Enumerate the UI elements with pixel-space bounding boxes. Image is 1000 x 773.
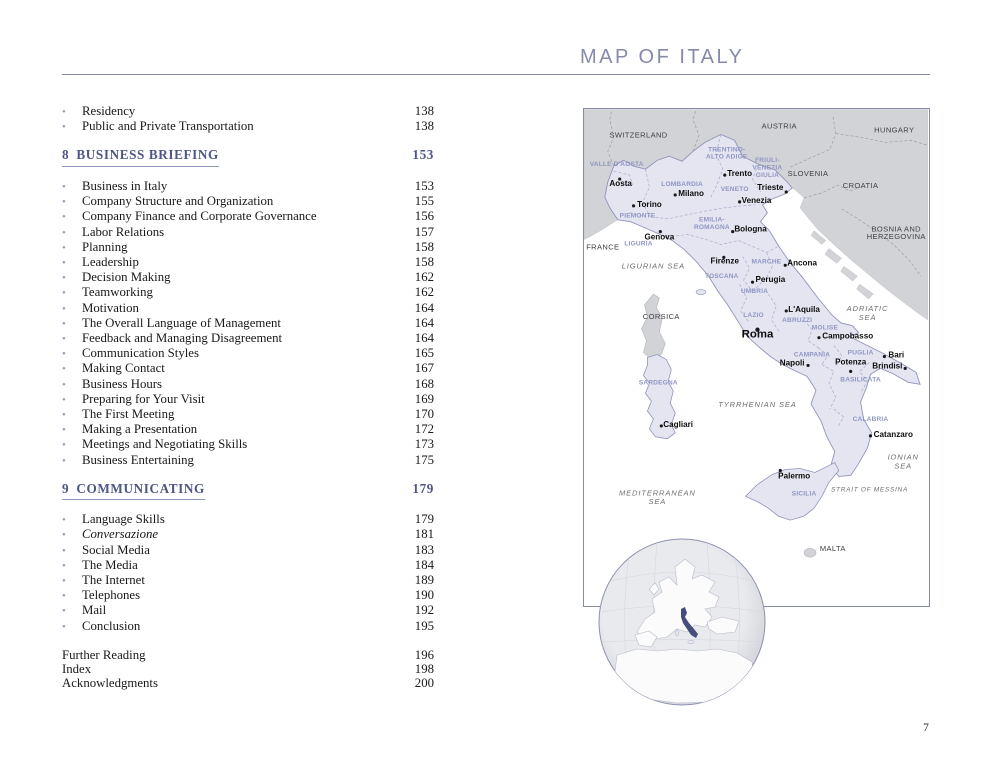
bullet-icon: •	[62, 408, 66, 421]
city-dot	[806, 364, 809, 367]
bullet-icon: •	[62, 424, 66, 437]
region-label: CALABRIA	[852, 415, 889, 423]
chapter-heading	[62, 481, 434, 501]
toc-entry-page: 155	[414, 194, 434, 209]
italy-map	[583, 108, 930, 607]
toc-entry-label: Decision Making	[82, 270, 171, 285]
city-label: Firenze	[710, 256, 739, 266]
toc-entry	[62, 119, 434, 134]
toc-entry-label: Making a Presentation	[82, 422, 198, 437]
toc-entry-label: Making Contact	[82, 361, 165, 376]
region-label: MARCHE	[751, 258, 782, 266]
toc-entry	[62, 573, 434, 588]
bullet-icon: •	[62, 211, 66, 224]
toc-entry-page: 165	[414, 346, 434, 361]
toc-entry-label: Index	[62, 662, 92, 677]
city-label: Bari	[888, 350, 905, 360]
city-label: Genova	[644, 232, 675, 242]
bullet-icon: •	[62, 256, 66, 269]
toc-entry-page: 170	[414, 406, 434, 421]
city-label: Aosta	[609, 178, 632, 188]
bullet-icon: •	[62, 393, 66, 406]
country-label: BOSNIA AND HERZEGOVINA	[866, 224, 926, 242]
toc-entry-label: The First Meeting	[82, 406, 175, 421]
toc-entry	[62, 285, 434, 300]
toc-entry-label: Feedback and Managing Disagreement	[82, 330, 283, 345]
region-label: EMILIA-ROMAGNA	[693, 216, 730, 232]
region-label: SARDEGNA	[638, 379, 678, 387]
city-label: Cagliari	[663, 419, 694, 429]
bullet-icon: •	[62, 106, 66, 118]
toc-entry-label: The Media	[82, 557, 138, 572]
toc-entry-page: 173	[414, 437, 434, 452]
city-dot	[883, 355, 886, 358]
toc-entry	[62, 512, 434, 527]
toc-entry-page: 179	[414, 512, 434, 527]
toc-entry	[62, 104, 434, 119]
bullet-icon: •	[62, 196, 66, 209]
header-rule	[62, 74, 930, 75]
toc-entry	[62, 453, 434, 468]
city-label: Campobasso	[822, 331, 874, 341]
toc-entry-page: 164	[414, 300, 434, 315]
toc-entry-label: Language Skills	[82, 512, 165, 527]
toc-entry-label: Motivation	[82, 300, 139, 315]
city-dot	[751, 281, 754, 284]
toc-entry-page: 184	[414, 557, 434, 572]
city-label: Bologna	[734, 224, 767, 234]
region-label: MOLISE	[811, 324, 839, 332]
bullet-icon: •	[62, 620, 66, 633]
toc-entry	[62, 648, 434, 662]
toc-entry	[62, 194, 434, 209]
region-label: LAZIO	[743, 311, 764, 319]
toc-entry-label: The Overall Language of Management	[82, 315, 281, 330]
bullet-icon: •	[62, 439, 66, 452]
city-dot	[674, 193, 677, 196]
bullet-icon: •	[62, 514, 66, 527]
toc-entry-label: Public and Private Transportation	[82, 119, 254, 134]
toc-entry-page: 162	[414, 285, 434, 300]
toc-entry-label: Social Media	[82, 542, 150, 557]
toc-entry-page: 158	[414, 239, 434, 254]
city-label: Venezia	[741, 195, 772, 205]
city-dot	[849, 370, 852, 373]
city-dot	[904, 367, 907, 370]
bullet-icon: •	[62, 378, 66, 391]
toc-entry-label: Communication Styles	[82, 346, 199, 361]
toc-entry	[62, 422, 434, 437]
toc-entry	[62, 407, 434, 422]
city-label: Trento	[727, 169, 753, 179]
sea-label: TYRRHENIAN SEA	[718, 400, 797, 410]
region-label: ABRUZZI	[782, 316, 813, 324]
corsica-island	[641, 294, 665, 359]
toc-entry-label: Preparing for Your Visit	[82, 391, 205, 406]
toc-entry-page: 189	[414, 573, 434, 588]
page-title: MAP OF ITALY	[580, 46, 745, 68]
toc-entry-label: Labor Relations	[82, 224, 165, 239]
city-label: L'Aquila	[788, 304, 820, 314]
italy-map-svg	[584, 109, 928, 605]
sea-label: MEDITERRANEAN SEA	[618, 488, 696, 507]
toc-entry-page: 138	[414, 104, 434, 118]
toc-entry	[62, 331, 434, 346]
sea-label: LIGURIAN SEA	[621, 261, 686, 271]
chapter-title: 9 COMMUNICATING	[62, 481, 205, 501]
toc	[62, 104, 434, 691]
country-label: MALTA	[819, 543, 846, 553]
bullet-icon: •	[62, 363, 66, 376]
toc-entry-label: Mail	[82, 603, 107, 618]
toc-entry-label: Business Entertaining	[82, 452, 194, 467]
toc-entry	[62, 346, 434, 361]
bullet-icon: •	[62, 272, 66, 285]
toc-entry	[62, 662, 434, 676]
chapter-page: 153	[412, 147, 434, 163]
sea-label: STRAIT OF MESSINA	[831, 486, 909, 494]
city-dot	[785, 190, 788, 193]
toc-entry-page: 196	[414, 647, 434, 662]
toc-entry-page: 153	[414, 178, 434, 193]
globe-inset	[597, 537, 767, 707]
city-dot	[869, 434, 872, 437]
toc-entry-page: 183	[414, 542, 434, 557]
toc-entry-page: 190	[414, 588, 434, 603]
bullet-icon: •	[62, 348, 66, 361]
toc-entry	[62, 558, 434, 573]
city-label: Perugia	[755, 275, 786, 285]
toc-back-matter	[62, 648, 434, 691]
region-label: UMBRIA	[740, 288, 769, 296]
chapter-page: 179	[412, 480, 434, 496]
city-label: Napoli	[779, 358, 805, 368]
country-label: FRANCE	[586, 242, 620, 252]
region-label: LIGURIA	[624, 240, 653, 248]
chapter-title: 8 BUSINESS BRIEFING	[62, 147, 219, 167]
toc-entry	[62, 527, 434, 542]
city-label: Trieste	[757, 182, 784, 192]
toc-entry-label: Acknowledgments	[62, 676, 158, 691]
toc-entry-label: Company Finance and Corporate Governance	[82, 209, 317, 224]
sea-label: ADRIATIC SEA	[846, 303, 889, 322]
country-label: CORSICA	[642, 311, 680, 321]
bullet-icon: •	[62, 559, 66, 572]
city-dot	[632, 204, 635, 207]
toc-entry-page: 181	[414, 527, 434, 542]
bullet-icon: •	[62, 605, 66, 618]
toc-entry	[62, 179, 434, 194]
bullet-icon: •	[62, 529, 66, 542]
toc-entry	[62, 676, 434, 690]
toc-entry-label: Meetings and Negotiating Skills	[82, 437, 248, 452]
country-label: CROATIA	[842, 180, 879, 190]
region-label: SICILIA	[791, 490, 817, 498]
bullet-icon: •	[62, 575, 66, 588]
toc-entry	[62, 225, 434, 240]
toc-entry-page: 167	[414, 361, 434, 376]
toc-entry-label: Business Hours	[82, 376, 162, 391]
toc-entry-page: 164	[414, 315, 434, 330]
city-label: Potenza	[835, 357, 867, 367]
toc-entry-page: 169	[414, 391, 434, 406]
toc-entry	[62, 437, 434, 452]
country-label: AUSTRIA	[761, 121, 797, 131]
region-label: FRIULI-VENEZIA GIULIA	[752, 157, 783, 180]
city-dot	[723, 174, 726, 177]
toc-entry-label: Company Structure and Organization	[82, 194, 274, 209]
toc-entry-page: 156	[414, 209, 434, 224]
region-label: LOMBARDIA	[661, 180, 703, 188]
toc-entry-label: Further Reading	[62, 647, 146, 662]
city-label: Ancona	[787, 258, 817, 268]
toc-entry	[62, 588, 434, 603]
toc-entry	[62, 209, 434, 224]
bullet-icon: •	[62, 544, 66, 557]
toc-entry-page: 172	[414, 422, 434, 437]
city-label: Torino	[637, 199, 662, 209]
bullet-icon: •	[62, 317, 66, 330]
toc-entry-label: Planning	[82, 239, 128, 254]
city-label: Catanzaro	[873, 429, 913, 439]
bullet-icon: •	[62, 121, 66, 134]
toc-entry-page: 162	[414, 270, 434, 285]
toc-entry-label: Teamworking	[82, 285, 153, 300]
chapter-heading	[62, 147, 434, 167]
bullet-icon: •	[62, 454, 66, 467]
bullet-icon: •	[62, 332, 66, 345]
toc-entry-label: Residency	[82, 104, 136, 118]
toc-entry-page: 175	[414, 452, 434, 467]
toc-entry	[62, 377, 434, 392]
toc-entry	[62, 392, 434, 407]
elba-island	[696, 290, 706, 295]
toc-entry-page: 192	[414, 603, 434, 618]
toc-entry-label: The Internet	[82, 573, 145, 588]
toc-entry-page: 138	[414, 119, 434, 134]
malta-island	[804, 548, 816, 557]
bullet-icon: •	[62, 287, 66, 300]
toc-entry	[62, 301, 434, 316]
toc-entry-page: 164	[414, 330, 434, 345]
city-label: Milano	[678, 188, 704, 198]
bullet-icon: •	[62, 226, 66, 239]
toc-entry	[62, 619, 434, 634]
region-label: VENETO	[720, 185, 749, 193]
sea-label: IONIAN SEA	[887, 452, 919, 471]
page-number: 7	[923, 722, 929, 734]
region-label: PIEMONTE	[619, 212, 656, 220]
toc-entry-label: Leadership	[82, 254, 139, 269]
toc-entry-page: 168	[414, 376, 434, 391]
toc-entry-label: Business in Italy	[82, 178, 168, 193]
region-label: PUGLIA	[847, 349, 874, 357]
toc-entry	[62, 316, 434, 331]
city-label: Palermo	[778, 471, 811, 481]
city-label: Brindisi	[872, 361, 903, 371]
country-label: SLOVENIA	[787, 169, 829, 179]
region-label: VALLE D'AOSTA	[589, 161, 644, 169]
toc-entry	[62, 270, 434, 285]
toc-entry-page: 195	[414, 618, 434, 633]
toc-entry-label: Telephones	[82, 588, 141, 603]
toc-chapters	[62, 147, 434, 633]
toc-entry-label: Conversazione	[82, 527, 159, 542]
region-label: BASILICATA	[840, 376, 881, 384]
country-label: HUNGARY	[874, 125, 915, 135]
region-label: TRENTINO-ALTO ADIGE	[706, 146, 748, 161]
toc-entry-page: 200	[414, 676, 434, 691]
city-dot	[817, 336, 820, 339]
toc-entry-page: 157	[414, 224, 434, 239]
toc-entry	[62, 240, 434, 255]
country-label: SWITZERLAND	[609, 130, 668, 140]
toc-entry-page: 198	[414, 662, 434, 677]
region-label: CAMPANIA	[793, 351, 831, 359]
toc-pre-items	[62, 104, 434, 134]
toc-entry-label: Conclusion	[82, 618, 141, 633]
bullet-icon: •	[62, 241, 66, 254]
bullet-icon: •	[62, 180, 66, 193]
toc-entry	[62, 603, 434, 618]
region-label: TOSCANA	[705, 273, 739, 281]
bullet-icon: •	[62, 590, 66, 603]
bullet-icon: •	[62, 302, 66, 315]
toc-entry-page: 158	[414, 254, 434, 269]
toc-entry	[62, 361, 434, 376]
toc-entry	[62, 543, 434, 558]
toc-entry	[62, 255, 434, 270]
city-label: Roma	[741, 328, 774, 341]
